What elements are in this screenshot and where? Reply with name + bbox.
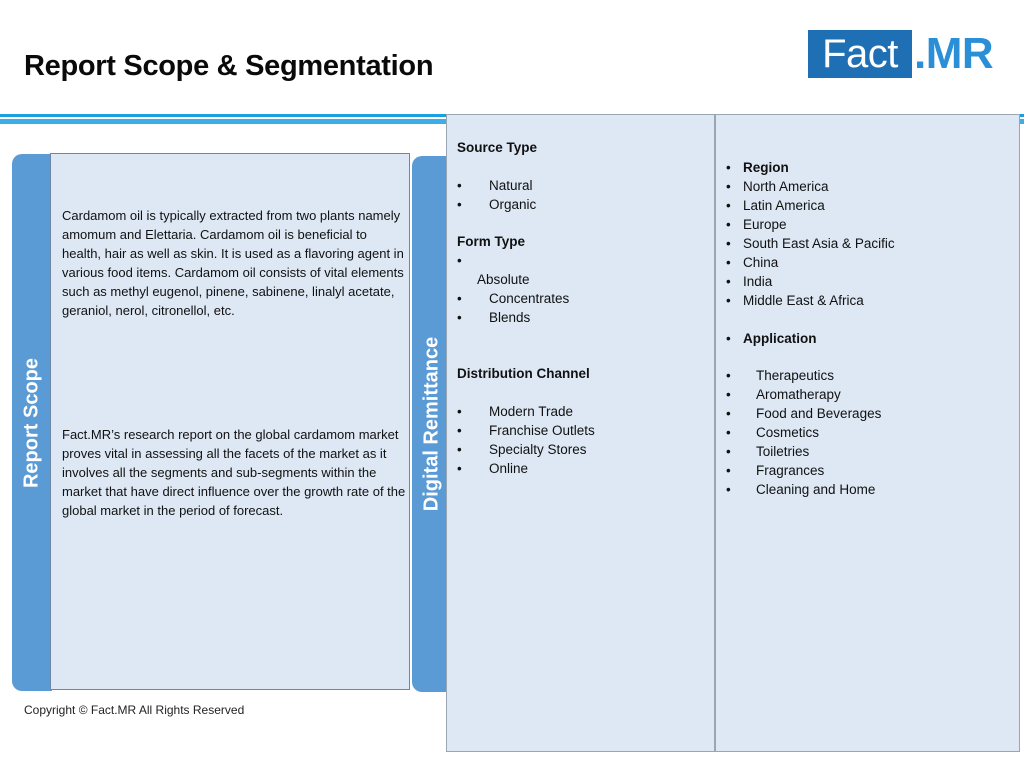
list-item: Specialty Stores bbox=[489, 442, 587, 457]
list-item: Modern Trade bbox=[489, 404, 574, 419]
copyright-notice: Copyright © Fact.MR All Rights Reserved bbox=[24, 703, 245, 717]
logo-fact: Fact bbox=[808, 30, 912, 78]
list-item: Therapeutics bbox=[756, 368, 835, 383]
bullet: • bbox=[726, 444, 731, 459]
list-item: China bbox=[743, 255, 779, 270]
list-item: Aromatherapy bbox=[756, 387, 841, 402]
source-type-heading: Source Type bbox=[457, 140, 538, 155]
list-item: Cosmetics bbox=[756, 425, 820, 440]
column-divider bbox=[714, 115, 716, 751]
bullet: • bbox=[726, 425, 731, 440]
list-item: Absolute bbox=[477, 272, 530, 287]
list-item: Cleaning and Home bbox=[756, 482, 876, 497]
bullet: • bbox=[457, 197, 462, 212]
bullet: • bbox=[457, 423, 462, 438]
scope-paragraph-2: Fact.MR’s research report on the global cardamom market proves vital in assessing all the facets of the market as it involves all the segments and sub-segments within the market that have direct influence over the growth rate of the global market in the period of forecast. bbox=[62, 427, 406, 518]
bullet: • bbox=[457, 461, 462, 476]
report-scope-tab bbox=[12, 154, 52, 691]
distribution-channel-heading: Distribution Channel bbox=[457, 366, 590, 381]
page-title: Report Scope & Segmentation bbox=[24, 50, 434, 82]
list-item: Toiletries bbox=[756, 444, 810, 459]
list-item: Online bbox=[489, 461, 529, 476]
bullet: • bbox=[726, 274, 731, 289]
bullet: • bbox=[726, 293, 731, 308]
list-item: Franchise Outlets bbox=[489, 423, 595, 438]
bullet: • bbox=[726, 368, 731, 383]
bullet: • bbox=[457, 404, 462, 419]
list-item: Europe bbox=[743, 217, 787, 232]
list-item: South East Asia & Pacific bbox=[743, 236, 895, 251]
bullet: • bbox=[457, 291, 462, 306]
list-item: North America bbox=[743, 179, 829, 194]
bullet: • bbox=[726, 160, 731, 175]
bullet: • bbox=[726, 463, 731, 478]
bullet: • bbox=[726, 255, 731, 270]
digital-remittance-label: Digital Remittance bbox=[420, 336, 443, 512]
region-heading: Region bbox=[743, 160, 789, 175]
list-item: India bbox=[743, 274, 773, 289]
bullet: • bbox=[726, 179, 731, 194]
bullet: • bbox=[726, 198, 731, 213]
bullet: • bbox=[457, 310, 462, 325]
bullet: • bbox=[726, 236, 731, 251]
bullet: • bbox=[726, 482, 731, 497]
logo-mr: .MR bbox=[914, 29, 994, 78]
bullet: • bbox=[726, 387, 731, 402]
list-item: Middle East & Africa bbox=[743, 293, 864, 308]
segmentation-table bbox=[446, 114, 1020, 752]
report-scope-label: Report Scope bbox=[20, 357, 43, 488]
bullet: • bbox=[457, 442, 462, 457]
bullet: • bbox=[726, 406, 731, 421]
list-item: Organic bbox=[489, 197, 537, 212]
bullet: • bbox=[457, 253, 462, 268]
list-item: Concentrates bbox=[489, 291, 570, 306]
bullet: • bbox=[457, 178, 462, 193]
bullet: • bbox=[726, 217, 731, 232]
list-item: Food and Beverages bbox=[756, 406, 882, 421]
application-heading: Application bbox=[743, 331, 817, 346]
bullet: • bbox=[726, 331, 731, 346]
list-item: Latin America bbox=[743, 198, 825, 213]
report-scope-panel bbox=[50, 153, 410, 690]
list-item: Natural bbox=[489, 178, 533, 193]
list-item: Blends bbox=[489, 310, 531, 325]
scope-paragraph-1: Cardamom oil is typically extracted from two plants namely amomum and Elettaria. Cardamom oil is beneficial to health, hair as well as skin. It is used as a flavoring agent in various food items. Cardamom oil consists of vital elements such as methyl eugenol, pinene, sabinene, linalyl acetate, geraniol, nerol, citronellol, etc. bbox=[62, 208, 404, 318]
list-item: Fragrances bbox=[756, 463, 825, 478]
form-type-heading: Form Type bbox=[457, 234, 526, 249]
